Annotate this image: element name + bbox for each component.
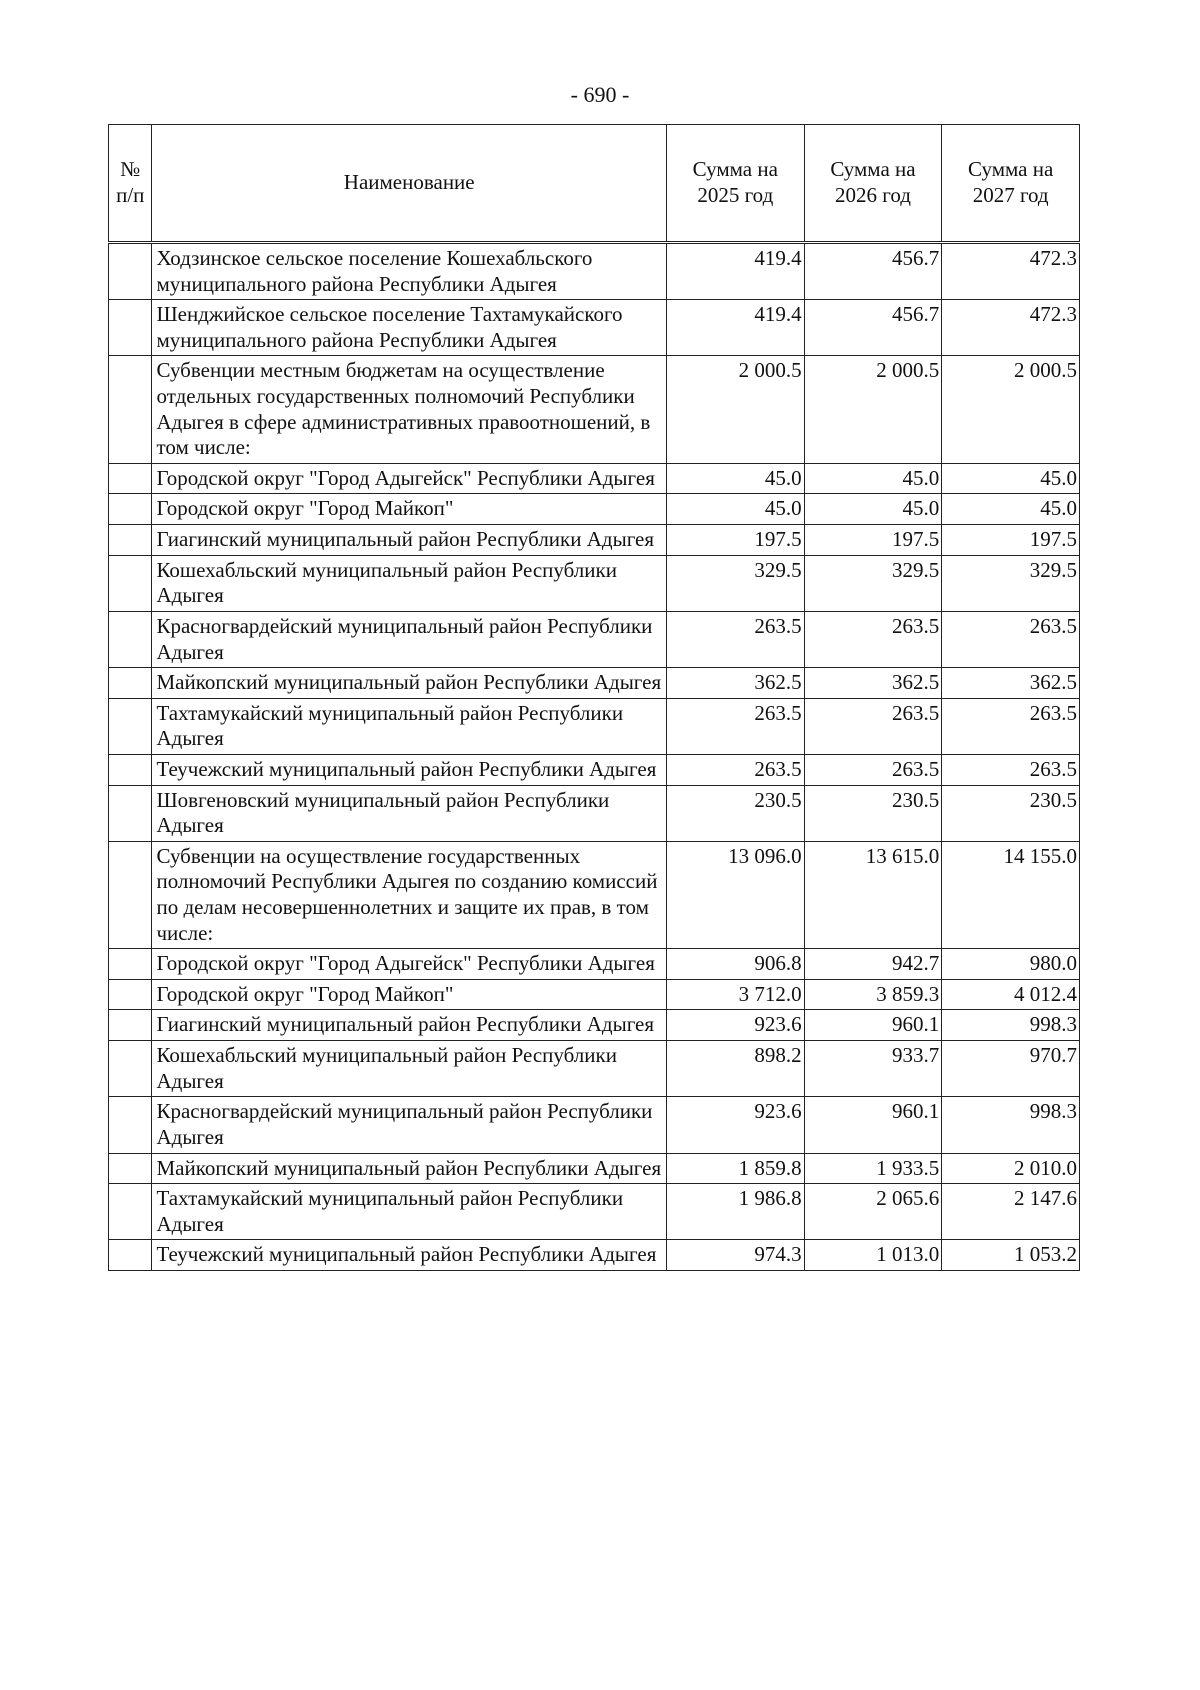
- row-number: [109, 494, 152, 525]
- row-sum-2025: 329.5: [666, 555, 804, 611]
- table-row: [109, 668, 1080, 699]
- header-sum-2026: Сумма на 2026 год: [804, 125, 942, 243]
- row-sum-2025: 419.4: [666, 243, 804, 300]
- table-body: [109, 243, 1080, 1271]
- row-name: Субвенции местным бюджетам на осуществление отдельных государственных полномочий Республики Адыгея в сфере административных правоотношений, в том числе:: [152, 356, 666, 463]
- row-sum-2025: 974.3: [666, 1240, 804, 1271]
- row-name: Городской округ "Город Майкоп": [152, 979, 666, 1010]
- table-row: [109, 1097, 1080, 1153]
- row-sum-2025: 898.2: [666, 1041, 804, 1097]
- row-sum-2025: 1 859.8: [666, 1153, 804, 1184]
- row-sum-2026: 263.5: [804, 754, 942, 785]
- row-sum-2026: 2 000.5: [804, 356, 942, 463]
- table-row: [109, 555, 1080, 611]
- row-sum-2027: 998.3: [942, 1010, 1080, 1041]
- table-row: [109, 611, 1080, 667]
- row-sum-2025: 419.4: [666, 300, 804, 356]
- row-sum-2026: 2 065.6: [804, 1184, 942, 1240]
- row-name: Красногвардейский муниципальный район Республики Адыгея: [152, 611, 666, 667]
- row-sum-2027: 230.5: [942, 785, 1080, 841]
- table-row: [109, 1153, 1080, 1184]
- row-name: Ходзинское сельское поселение Кошехабльского муниципального района Республики Адыгея: [152, 243, 666, 300]
- row-sum-2026: 456.7: [804, 243, 942, 300]
- table-row: [109, 1041, 1080, 1097]
- table-row: [109, 841, 1080, 948]
- row-sum-2027: 362.5: [942, 668, 1080, 699]
- row-sum-2027: 329.5: [942, 555, 1080, 611]
- row-sum-2026: 45.0: [804, 463, 942, 494]
- row-sum-2026: 263.5: [804, 611, 942, 667]
- row-name: Городской округ "Город Майкоп": [152, 494, 666, 525]
- row-name: Красногвардейский муниципальный район Республики Адыгея: [152, 1097, 666, 1153]
- header-name: Наименование: [152, 125, 666, 243]
- row-sum-2025: 263.5: [666, 754, 804, 785]
- row-number: [109, 754, 152, 785]
- row-sum-2025: 362.5: [666, 668, 804, 699]
- row-sum-2026: 1 933.5: [804, 1153, 942, 1184]
- table-row: [109, 754, 1080, 785]
- row-sum-2025: 45.0: [666, 494, 804, 525]
- row-number: [109, 611, 152, 667]
- table-row: [109, 1010, 1080, 1041]
- row-sum-2026: 45.0: [804, 494, 942, 525]
- row-sum-2025: 923.6: [666, 1010, 804, 1041]
- table-header-row: [109, 125, 1080, 243]
- table-row: [109, 463, 1080, 494]
- row-number: [109, 949, 152, 980]
- header-num: № п/п: [109, 125, 152, 243]
- row-number: [109, 1041, 152, 1097]
- table-row: [109, 525, 1080, 556]
- row-sum-2026: 456.7: [804, 300, 942, 356]
- row-sum-2027: 263.5: [942, 754, 1080, 785]
- row-sum-2027: 4 012.4: [942, 979, 1080, 1010]
- row-sum-2026: 933.7: [804, 1041, 942, 1097]
- row-number: [109, 668, 152, 699]
- row-number: [109, 525, 152, 556]
- row-sum-2027: 14 155.0: [942, 841, 1080, 948]
- table-row: [109, 494, 1080, 525]
- budget-table: [108, 124, 1080, 1271]
- row-sum-2026: 230.5: [804, 785, 942, 841]
- row-sum-2025: 2 000.5: [666, 356, 804, 463]
- row-sum-2026: 263.5: [804, 698, 942, 754]
- row-name: Субвенции на осуществление государственных полномочий Республики Адыгея по созданию комиссий по делам несовершеннолетних и защите их прав, в том числе:: [152, 841, 666, 948]
- row-number: [109, 698, 152, 754]
- row-number: [109, 1240, 152, 1271]
- row-sum-2027: 980.0: [942, 949, 1080, 980]
- row-sum-2027: 45.0: [942, 463, 1080, 494]
- table-row: [109, 243, 1080, 300]
- row-sum-2026: 960.1: [804, 1010, 942, 1041]
- row-number: [109, 1153, 152, 1184]
- row-name: Кошехабльский муниципальный район Республики Адыгея: [152, 555, 666, 611]
- row-sum-2026: 329.5: [804, 555, 942, 611]
- row-sum-2027: 1 053.2: [942, 1240, 1080, 1271]
- row-sum-2027: 2 010.0: [942, 1153, 1080, 1184]
- row-number: [109, 1010, 152, 1041]
- row-number: [109, 243, 152, 300]
- row-sum-2027: 45.0: [942, 494, 1080, 525]
- row-number: [109, 555, 152, 611]
- row-name: Теучежский муниципальный район Республики Адыгея: [152, 1240, 666, 1271]
- row-sum-2027: 998.3: [942, 1097, 1080, 1153]
- row-name: Городской округ "Город Адыгейск" Республики Адыгея: [152, 463, 666, 494]
- row-sum-2027: 472.3: [942, 300, 1080, 356]
- row-sum-2025: 3 712.0: [666, 979, 804, 1010]
- row-sum-2027: 2 000.5: [942, 356, 1080, 463]
- row-sum-2026: 362.5: [804, 668, 942, 699]
- row-sum-2025: 906.8: [666, 949, 804, 980]
- table-row: [109, 949, 1080, 980]
- row-number: [109, 785, 152, 841]
- table-row: [109, 1240, 1080, 1271]
- row-number: [109, 1097, 152, 1153]
- row-number: [109, 300, 152, 356]
- row-number: [109, 356, 152, 463]
- row-name: Городской округ "Город Адыгейск" Республики Адыгея: [152, 949, 666, 980]
- table-row: [109, 979, 1080, 1010]
- table-row: [109, 698, 1080, 754]
- row-name: Теучежский муниципальный район Республики Адыгея: [152, 754, 666, 785]
- row-sum-2025: 197.5: [666, 525, 804, 556]
- row-sum-2025: 230.5: [666, 785, 804, 841]
- row-sum-2026: 3 859.3: [804, 979, 942, 1010]
- row-sum-2027: 263.5: [942, 611, 1080, 667]
- table-row: [109, 300, 1080, 356]
- table-row: [109, 785, 1080, 841]
- row-sum-2025: 13 096.0: [666, 841, 804, 948]
- row-sum-2027: 197.5: [942, 525, 1080, 556]
- row-sum-2026: 197.5: [804, 525, 942, 556]
- header-sum-2027: Сумма на 2027 год: [942, 125, 1080, 243]
- header-sum-2025: Сумма на 2025 год: [666, 125, 804, 243]
- row-sum-2025: 1 986.8: [666, 1184, 804, 1240]
- row-name: Кошехабльский муниципальный район Республики Адыгея: [152, 1041, 666, 1097]
- row-name: Майкопский муниципальный район Республики Адыгея: [152, 668, 666, 699]
- table-row: [109, 356, 1080, 463]
- row-sum-2026: 960.1: [804, 1097, 942, 1153]
- row-sum-2027: 263.5: [942, 698, 1080, 754]
- row-sum-2025: 263.5: [666, 698, 804, 754]
- row-sum-2027: 970.7: [942, 1041, 1080, 1097]
- table-row: [109, 1184, 1080, 1240]
- page-number: - 690 -: [570, 82, 630, 107]
- row-number: [109, 1184, 152, 1240]
- row-name: Шовгеновский муниципальный район Республики Адыгея: [152, 785, 666, 841]
- row-name: Тахтамукайский муниципальный район Республики Адыгея: [152, 1184, 666, 1240]
- row-sum-2027: 472.3: [942, 243, 1080, 300]
- row-sum-2025: 923.6: [666, 1097, 804, 1153]
- row-sum-2026: 1 013.0: [804, 1240, 942, 1271]
- row-name: Гиагинский муниципальный район Республики Адыгея: [152, 525, 666, 556]
- row-name: Тахтамукайский муниципальный район Республики Адыгея: [152, 698, 666, 754]
- row-name: Шенджийское сельское поселение Тахтамукайского муниципального района Республики Адыгея: [152, 300, 666, 356]
- row-name: Майкопский муниципальный район Республики Адыгея: [152, 1153, 666, 1184]
- row-number: [109, 979, 152, 1010]
- row-number: [109, 841, 152, 948]
- row-name: Гиагинский муниципальный район Республики Адыгея: [152, 1010, 666, 1041]
- row-sum-2026: 942.7: [804, 949, 942, 980]
- row-sum-2025: 263.5: [666, 611, 804, 667]
- row-number: [109, 463, 152, 494]
- row-sum-2026: 13 615.0: [804, 841, 942, 948]
- row-sum-2027: 2 147.6: [942, 1184, 1080, 1240]
- row-sum-2025: 45.0: [666, 463, 804, 494]
